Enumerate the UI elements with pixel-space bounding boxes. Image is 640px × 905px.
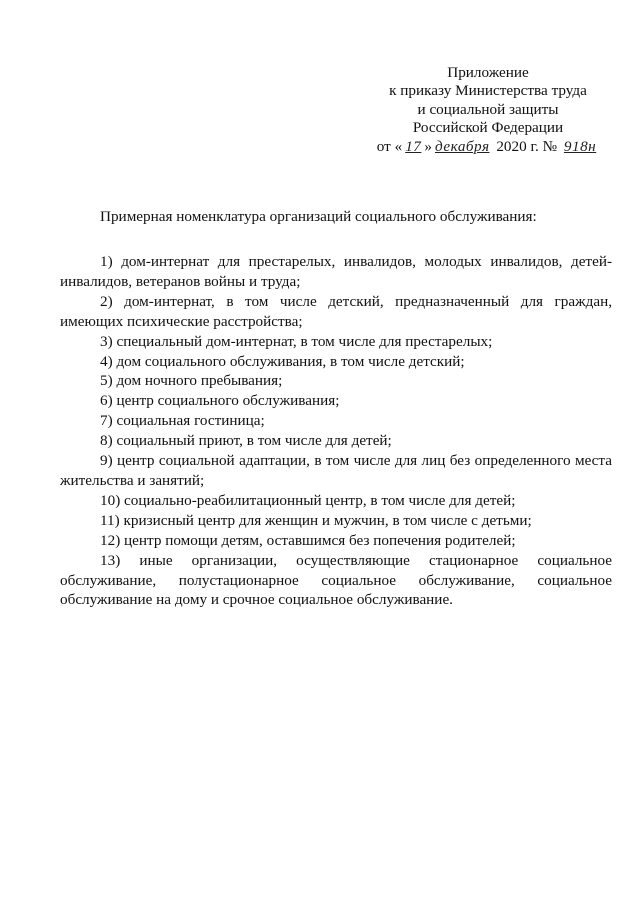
list-item: 11) кризисный центр для женщин и мужчин, в том числе с детьми;: [100, 511, 532, 529]
list-item: 10) социально-реабилитационный центр, в том числе для детей;: [100, 491, 516, 509]
appendix-header: [360, 64, 616, 156]
list-item: 7) социальная гостиница;: [100, 412, 265, 430]
list-item: 1) дом-интернат для престарелых, инвалидов, молодых инвалидов, детей-инвалидов, ветеранов войны и труда;: [60, 253, 612, 290]
list-item: 13) иные организации, осуществляющие стационарное социальное обслуживание, полустационарное социальное обслуживание, социальное обслуживание на дому и срочное социальное обслуживание.: [60, 551, 612, 609]
header-date-line: [360, 138, 616, 156]
handwritten-day: 17: [405, 137, 422, 155]
year-text: 2020 г. №: [496, 137, 558, 155]
list-item: 3) специальный дом-интернат, в том числе для престарелых;: [100, 332, 493, 350]
organization-list: [60, 252, 612, 610]
header-line-ministry: и социальной защиты: [417, 100, 559, 118]
header-line-country: Российской Федерации: [412, 119, 564, 137]
list-item: 9) центр социальной адаптации, в том числе для лиц без определенного места жительства и занятий;: [60, 452, 612, 489]
list-item: 8) социальный приют, в том числе для детей;: [100, 432, 392, 450]
list-item: 4) дом социального обслуживания, в том числе детский;: [100, 352, 465, 370]
date-prefix: от «: [376, 137, 403, 155]
list-item: 2) дом-интернат, в том числе детский, предназначенный для граждан, имеющих психические расстройства;: [60, 292, 612, 330]
document-title: Примерная номенклатура организаций социального обслуживания:: [100, 208, 537, 225]
header-line-order: к приказу Министерства труда: [389, 82, 587, 100]
date-quote-close: »: [424, 137, 432, 155]
list-item: 5) дом ночного пребывания;: [100, 372, 283, 390]
list-item: 6) центр социального обслуживания;: [100, 392, 340, 410]
list-item: 12) центр помощи детям, оставшимся без попечения родителей;: [100, 531, 516, 549]
header-line-appendix: Приложение: [447, 64, 529, 81]
handwritten-month: декабря: [434, 137, 490, 155]
handwritten-order-number: 918н: [563, 137, 597, 155]
